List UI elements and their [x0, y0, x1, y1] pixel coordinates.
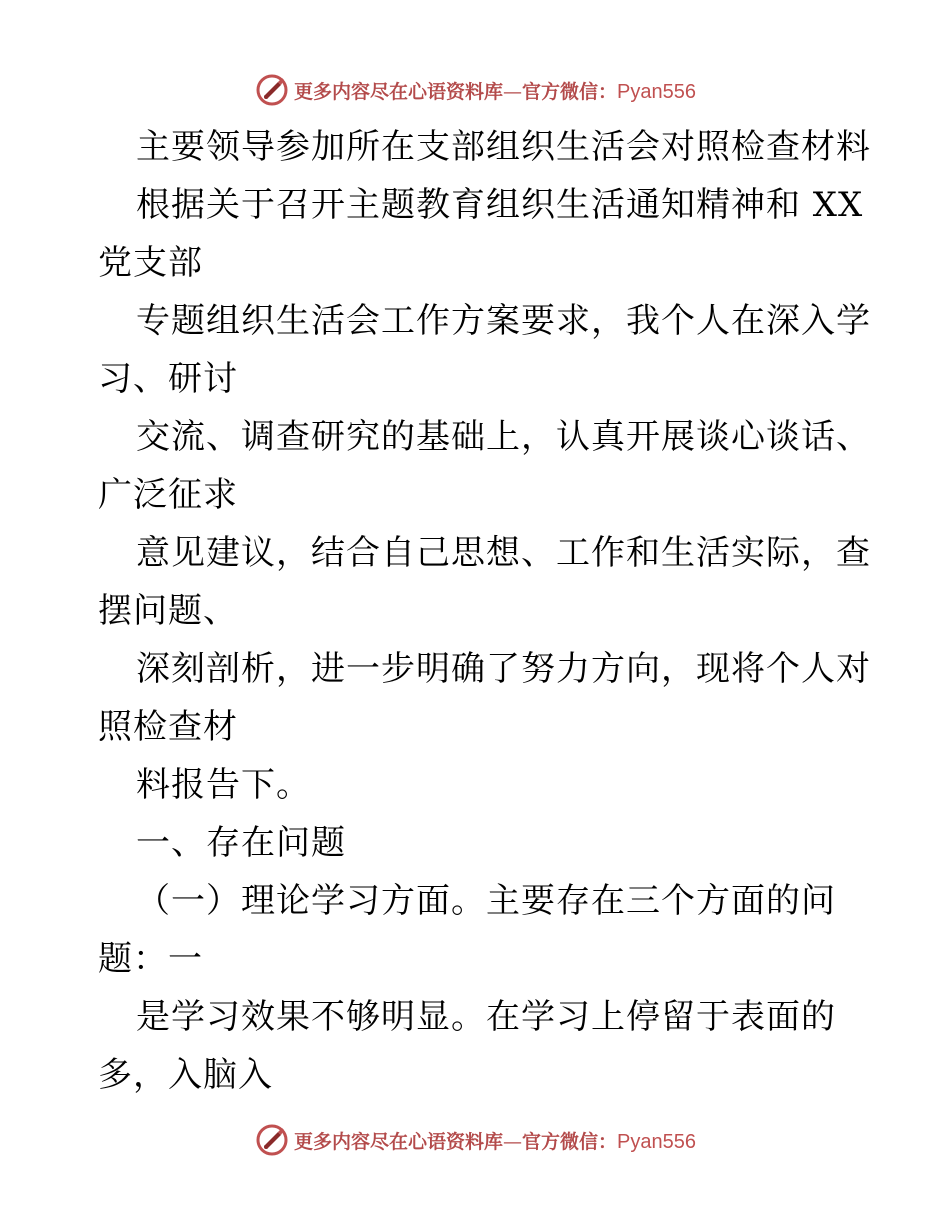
text-line: 是学习效果不够明显。在学习上停留于表面的: [136, 997, 836, 1037]
footer-wechat-id: Pyan556: [617, 1130, 696, 1153]
footer-wechat-label: 官方微信：: [522, 1130, 618, 1153]
text-line: 摆问题、: [98, 591, 238, 631]
text-line: 深刻剖析，进一步明确了努力方向，现将个人对: [136, 649, 871, 689]
text-line: （一）理论学习方面。主要存在三个方面的问: [136, 881, 836, 921]
text-line: 意见建议，结合自己思想、工作和生活实际，查: [136, 533, 871, 573]
footer-site-text: 更多内容尽在心语资料库: [294, 1130, 504, 1153]
header-banner: [0, 70, 950, 110]
document-body: [98, 118, 871, 1104]
text-line: 交流、调查研究的基础上，认真开展谈心谈话、: [136, 417, 871, 457]
header-text: [294, 77, 696, 104]
text-line: 照检查材: [98, 707, 238, 747]
text-line: 一、存在问题: [136, 823, 346, 863]
logo-icon: [254, 1122, 290, 1158]
text-line: 主要领导参加所在支部组织生活会对照检查材料: [136, 127, 871, 167]
text-line: 多，入脑入: [98, 1055, 273, 1095]
logo-icon: [254, 72, 290, 108]
text-line: 习、研讨: [98, 359, 238, 399]
header-wechat-id: Pyan556: [617, 80, 696, 103]
text-line: 题：一: [98, 939, 203, 979]
text-line: 根据关于召开主题教育组织生活通知精神和 XX: [136, 185, 864, 225]
text-line: 广泛征求: [98, 475, 238, 515]
text-line: 专题组织生活会工作方案要求，我个人在深入学: [136, 301, 871, 341]
header-wechat-label: 官方微信：: [522, 80, 618, 103]
footer-banner: [0, 1120, 950, 1160]
header-site-text: 更多内容尽在心语资料库: [294, 80, 504, 103]
text-line: 料报告下。: [136, 765, 311, 805]
footer-text: [294, 1127, 696, 1154]
footer-dash: —: [503, 1130, 523, 1153]
text-line: 党支部: [98, 243, 203, 283]
header-dash: —: [503, 80, 523, 103]
